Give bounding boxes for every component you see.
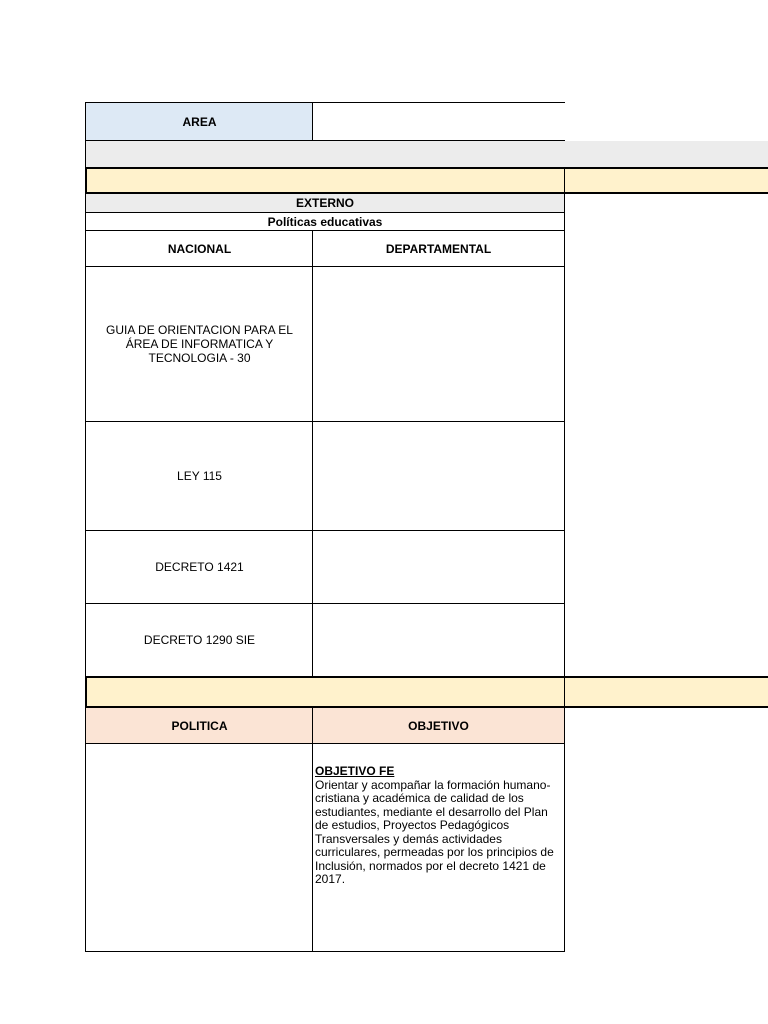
national-text-ley115: LEY 115 xyxy=(177,468,222,483)
externo-header xyxy=(85,194,565,213)
policy-cell[interactable] xyxy=(85,743,313,952)
policy-header-label: POLITICA xyxy=(171,718,228,733)
departmental-cell-3[interactable] xyxy=(312,530,565,604)
objective-cell xyxy=(312,743,565,952)
national-text-guia: GUIA DE ORIENTACION PARA EL ÁREA DE INFORMATICA Y TECNOLOGIA - 30 xyxy=(106,323,293,365)
yellow-band-2-edge xyxy=(564,676,565,708)
national-text-decreto1290: DECRETO 1290 SIE xyxy=(143,632,256,647)
area-value-cell[interactable] xyxy=(312,102,565,141)
policies-subtitle: Políticas educativas xyxy=(267,214,383,229)
policy-column-header xyxy=(85,708,313,744)
departmental-header-label: DEPARTAMENTAL xyxy=(385,241,492,256)
gray-band-row xyxy=(85,141,768,167)
national-text-decreto1421: DECRETO 1421 xyxy=(155,559,244,574)
national-cell-decreto1421 xyxy=(85,530,313,604)
objective-header-label: OBJETIVO xyxy=(408,718,469,733)
national-cell-ley115 xyxy=(85,421,313,531)
departmental-cell-1[interactable] xyxy=(312,267,565,422)
policies-subheader xyxy=(85,213,565,231)
national-cell-guia xyxy=(85,267,313,422)
yellow-band-edge xyxy=(564,167,565,194)
yellow-section-band xyxy=(85,167,768,194)
objective-title: OBJETIVO FE xyxy=(315,764,395,778)
national-cell-decreto1290 xyxy=(85,603,313,677)
objective-column-header xyxy=(312,708,565,744)
departmental-cell-2[interactable] xyxy=(312,421,565,531)
externo-title: EXTERNO xyxy=(295,196,354,210)
area-label: AREA xyxy=(182,114,217,129)
national-header-label: NACIONAL xyxy=(167,241,232,256)
objective-text: Orientar y acompañar la formación humano-cristiana y académica de calidad de los estudiantes, mediante el desarrollo del Plan de estudios, Proyectos Pedagógicos Transversales y demás actividades curriculares, permeadas por los principios de Inclusión, normados por el decreto 1421 de 2017. xyxy=(315,777,554,886)
yellow-section-band-2 xyxy=(85,676,768,708)
departmental-cell-4[interactable] xyxy=(312,603,565,677)
national-column-header xyxy=(85,231,313,267)
departmental-column-header xyxy=(312,231,565,267)
area-label-cell xyxy=(85,102,313,141)
